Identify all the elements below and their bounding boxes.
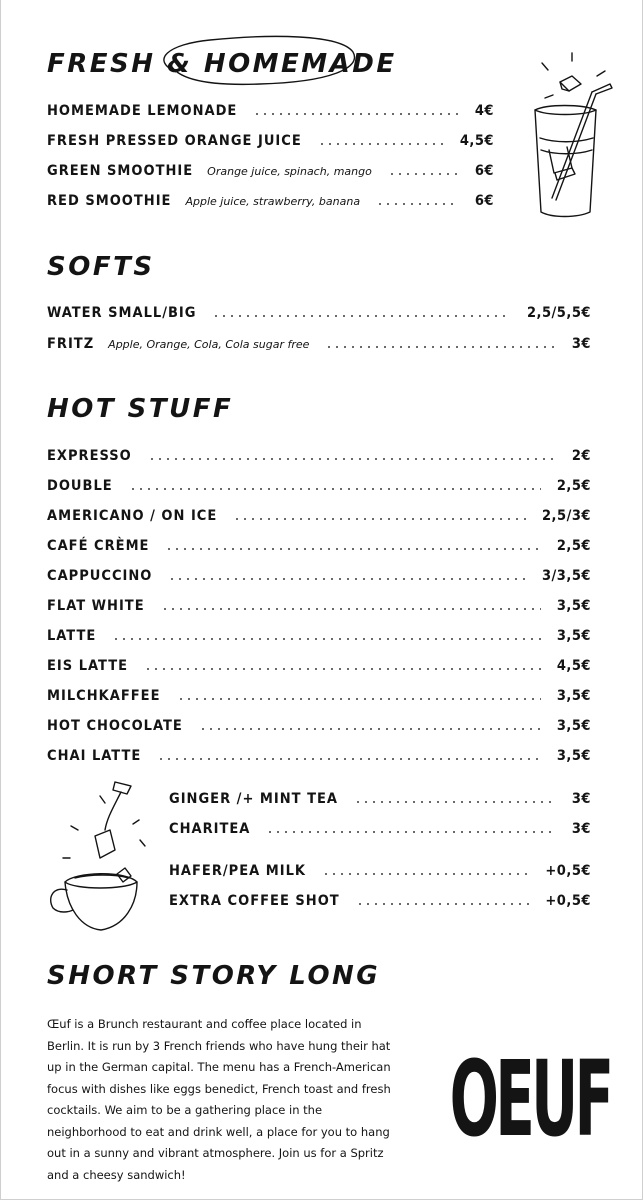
menu-item-name: HOT CHOCOLATE — [47, 718, 183, 734]
menu-item-row — [47, 333, 591, 355]
dot-leader — [376, 203, 459, 205]
menu-item-row — [47, 745, 591, 767]
menu-item-name: CAPPUCCINO — [47, 568, 153, 584]
dot-leader — [168, 578, 526, 580]
menu-item-row — [47, 302, 591, 324]
menu-item-name: HAFER/PEA MILK — [169, 863, 307, 879]
menu-item-row — [47, 565, 591, 587]
menu-item-price: 3€ — [571, 791, 591, 807]
menu-item-name: DOUBLE — [47, 478, 113, 494]
menu-item-price: +0,5€ — [545, 893, 591, 909]
menu-item-row — [169, 860, 591, 882]
dot-leader — [157, 758, 541, 760]
section-title-hot: HOT STUFF — [47, 394, 234, 424]
dot-leader — [212, 315, 510, 317]
menu-item-row — [47, 445, 591, 467]
menu-item-name: HOMEMADE LEMONADE — [47, 103, 238, 119]
menu-item-description: Apple, Orange, Cola, Cola sugar free — [108, 337, 310, 351]
section-title-story: SHORT STORY LONG — [47, 961, 381, 991]
menu-item-name: FLAT WHITE — [47, 598, 145, 614]
menu-item-row — [47, 715, 591, 737]
menu-item-price: 4,5€ — [556, 658, 591, 674]
dot-leader — [253, 113, 459, 115]
menu-item-row — [169, 890, 591, 912]
menu-item-name: CHAI LATTE — [47, 748, 142, 764]
dot-leader — [354, 801, 556, 803]
menu-item-name: EXPRESSO — [47, 448, 132, 464]
title-fresh-circled: HOMEMADE — [203, 49, 397, 79]
menu-item-price: 3,5€ — [556, 598, 591, 614]
dot-leader — [161, 608, 541, 610]
menu-item-price: 2,5€ — [556, 538, 591, 554]
menu-item-price: 3,5€ — [556, 718, 591, 734]
menu-item-price: 3/3,5€ — [541, 568, 591, 584]
menu-item-name: GREEN SMOOTHIE — [47, 163, 194, 179]
menu-item-row — [47, 595, 591, 617]
menu-item-row — [169, 818, 591, 840]
menu-item-price: 3,5€ — [556, 628, 591, 644]
dot-leader — [144, 668, 541, 670]
menu-item-price: 2,5/5,5€ — [526, 305, 591, 321]
dot-leader — [318, 143, 444, 145]
menu-item-row — [47, 505, 591, 527]
dot-leader — [388, 173, 459, 175]
dot-leader — [112, 638, 540, 640]
menu-item-name: AMERICANO / ON ICE — [47, 508, 218, 524]
dot-leader — [165, 548, 540, 550]
oeuf-logo-text: OEUF — [449, 1040, 611, 1161]
glass-with-straw-icon — [517, 48, 627, 228]
title-fresh-prefix: FRESH & — [47, 49, 204, 79]
menu-item-row — [47, 160, 494, 182]
dot-leader — [199, 728, 541, 730]
menu-item-row — [47, 130, 494, 152]
menu-item-price: 2,5/3€ — [541, 508, 591, 524]
menu-item-row — [47, 475, 591, 497]
dot-leader — [129, 488, 541, 490]
section-title-softs: SOFTS — [47, 252, 155, 282]
dot-leader — [148, 458, 556, 460]
menu-item-name: FRESH PRESSED ORANGE JUICE — [47, 133, 302, 149]
menu-item-name: WATER SMALL/BIG — [47, 305, 197, 321]
menu-item-row — [47, 655, 591, 677]
menu-item-price: 3€ — [571, 821, 591, 837]
menu-item-price: 3,5€ — [556, 748, 591, 764]
menu-item-row — [47, 100, 494, 122]
menu-item-name: MILCHKAFFEE — [47, 688, 161, 704]
menu-item-name: EIS LATTE — [47, 658, 129, 674]
menu-item-name: FRITZ — [47, 336, 95, 352]
menu-item-row — [47, 535, 591, 557]
dot-leader — [233, 518, 526, 520]
page-edge-left — [0, 0, 1, 1200]
menu-item-name: EXTRA COFFEE SHOT — [169, 893, 340, 909]
menu-item-name: LATTE — [47, 628, 97, 644]
menu-item-price: 3€ — [571, 336, 591, 352]
dot-leader — [325, 346, 555, 348]
story-paragraph: Œuf is a Brunch restaurant and coffee place located in Berlin. It is run by 3 French friends who have hung their hat up in the German capital. The menu has a French-American focus with dishes like eggs benedict, French toast and fresh cocktails. We aim to be a gathering place in the neighborhood to eat and drink well, a place for you to hang out in a sunny and vibrant atmosphere. Join us for a Spritz and a cheesy sandwich! — [47, 1017, 391, 1182]
dot-leader — [266, 831, 555, 833]
menu-item-price: 4€ — [474, 103, 494, 119]
menu-item-price: 6€ — [474, 163, 494, 179]
menu-item-row — [169, 788, 591, 810]
menu-item-price: +0,5€ — [545, 863, 591, 879]
menu-item-price: 3,5€ — [556, 688, 591, 704]
menu-item-description: Orange juice, spinach, mango — [207, 164, 372, 178]
oeuf-logo — [449, 970, 611, 1161]
menu-item-price: 4,5€ — [459, 133, 494, 149]
menu-item-row — [47, 190, 494, 212]
dot-leader — [177, 698, 541, 700]
teacup-with-teabag-icon — [45, 778, 165, 938]
menu-item-name: GINGER /+ MINT TEA — [169, 791, 339, 807]
menu-item-price: 2€ — [571, 448, 591, 464]
menu-item-price: 6€ — [474, 193, 494, 209]
menu-item-name: RED SMOOTHIE — [47, 193, 172, 209]
menu-item-name: CAFÉ CRÈME — [47, 538, 150, 554]
menu-item-name: CHARITEA — [169, 821, 251, 837]
dot-leader — [322, 873, 529, 875]
menu-item-description: Apple juice, strawberry, banana — [185, 194, 361, 208]
dot-leader — [356, 903, 530, 905]
menu-item-row — [47, 625, 591, 647]
menu-item-row — [47, 685, 591, 707]
menu-item-price: 2,5€ — [556, 478, 591, 494]
